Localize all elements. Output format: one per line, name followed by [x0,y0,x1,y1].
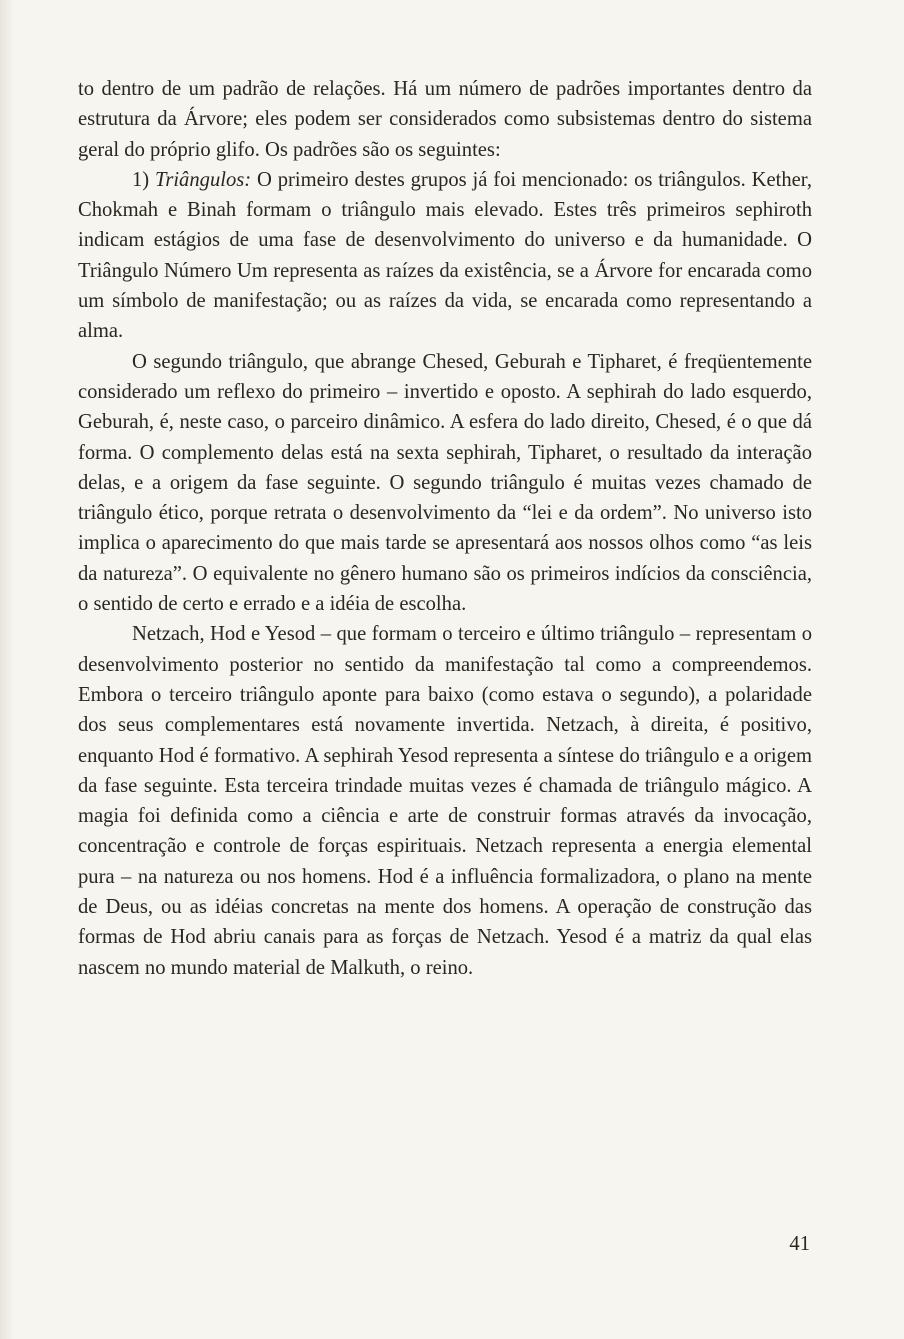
page-number: 41 [789,1233,810,1255]
paragraph-segundo-triangulo [78,347,812,620]
section-label: Triângulos: [155,168,252,191]
body-text [78,74,812,983]
paragraph-terceiro-triangulo [78,619,812,983]
paragraph-triangulos [78,165,812,347]
paragraph-text: O primeiro destes grupos já foi mencionado: os triângulos. Kether, Chokmah e Binah formam o triângulo mais elevado. Estes três primeiros sephiroth indicam estágios de uma fase de desenvolvimento do universo e da humanidade. O Triângulo Número Um representa as raízes da existência, se a Árvore for encarada como um símbolo de manifestação; ou as raízes da vida, se encarada como representando a alma. [78,168,812,343]
paragraph-text: O segundo triângulo, que abrange Chesed, Geburah e Tipharet, é freqüentemente considerado um reflexo do primeiro – invertido e oposto. A sephirah do lado esquerdo, Geburah, é, neste caso, o parceiro dinâmico. A esfera do lado direito, Chesed, é o que dá forma. O complemento delas está na sexta sephirah, Tipharet, o resultado da interação delas, e a origem da fase seguinte. O segundo triângulo é muitas vezes chamado de triângulo ético, porque retrata o desenvolvimento da “lei e da ordem”. No universo isto implica o aparecimento do que mais tarde se apresentará aos nossos olhos como “as leis da natureza”. O equivalente no gênero humano são os primeiros indícios da consciência, o sentido de certo e errado e a idéia de escolha. [78,350,812,616]
paragraph-text: Netzach, Hod e Yesod – que formam o terceiro e último triângulo – representam o desenvolvimento posterior no sentido da manifestação tal como a compreendemos. Embora o terceiro triângulo aponte para baixo (como estava o segundo), a polaridade dos seus complementares está novamente invertida. Netzach, à direita, é positivo, enquanto Hod é formativo. A sephirah Yesod representa a síntese do triângulo e a origem da fase seguinte. Esta terceira trindade muitas vezes é chamada de triângulo mágico. A magia foi definida como a ciência e arte de construir formas através da invocação, concentração e controle de forças espirituais. Netzach representa a energia elemental pura – na natureza ou nos homens. Hod é a influência formalizadora, o plano na mente de Deus, ou as idéias concretas na mente dos homens. A operação de construção das formas de Hod abriu canais para as forças de Netzach. Yesod é a matriz da qual elas nascem no mundo material de Malkuth, o reino. [78,623,812,979]
paragraph-continuation [78,74,812,165]
list-number: 1) [132,168,150,191]
binding-shadow [0,0,14,1339]
paragraph-text: to dentro de um padrão de relações. Há um número de padrões importantes dentro da estrutura da Árvore; eles podem ser considerados como subsistemas dentro do sistema geral do próprio glifo. Os padrões são os seguintes: [78,78,812,161]
